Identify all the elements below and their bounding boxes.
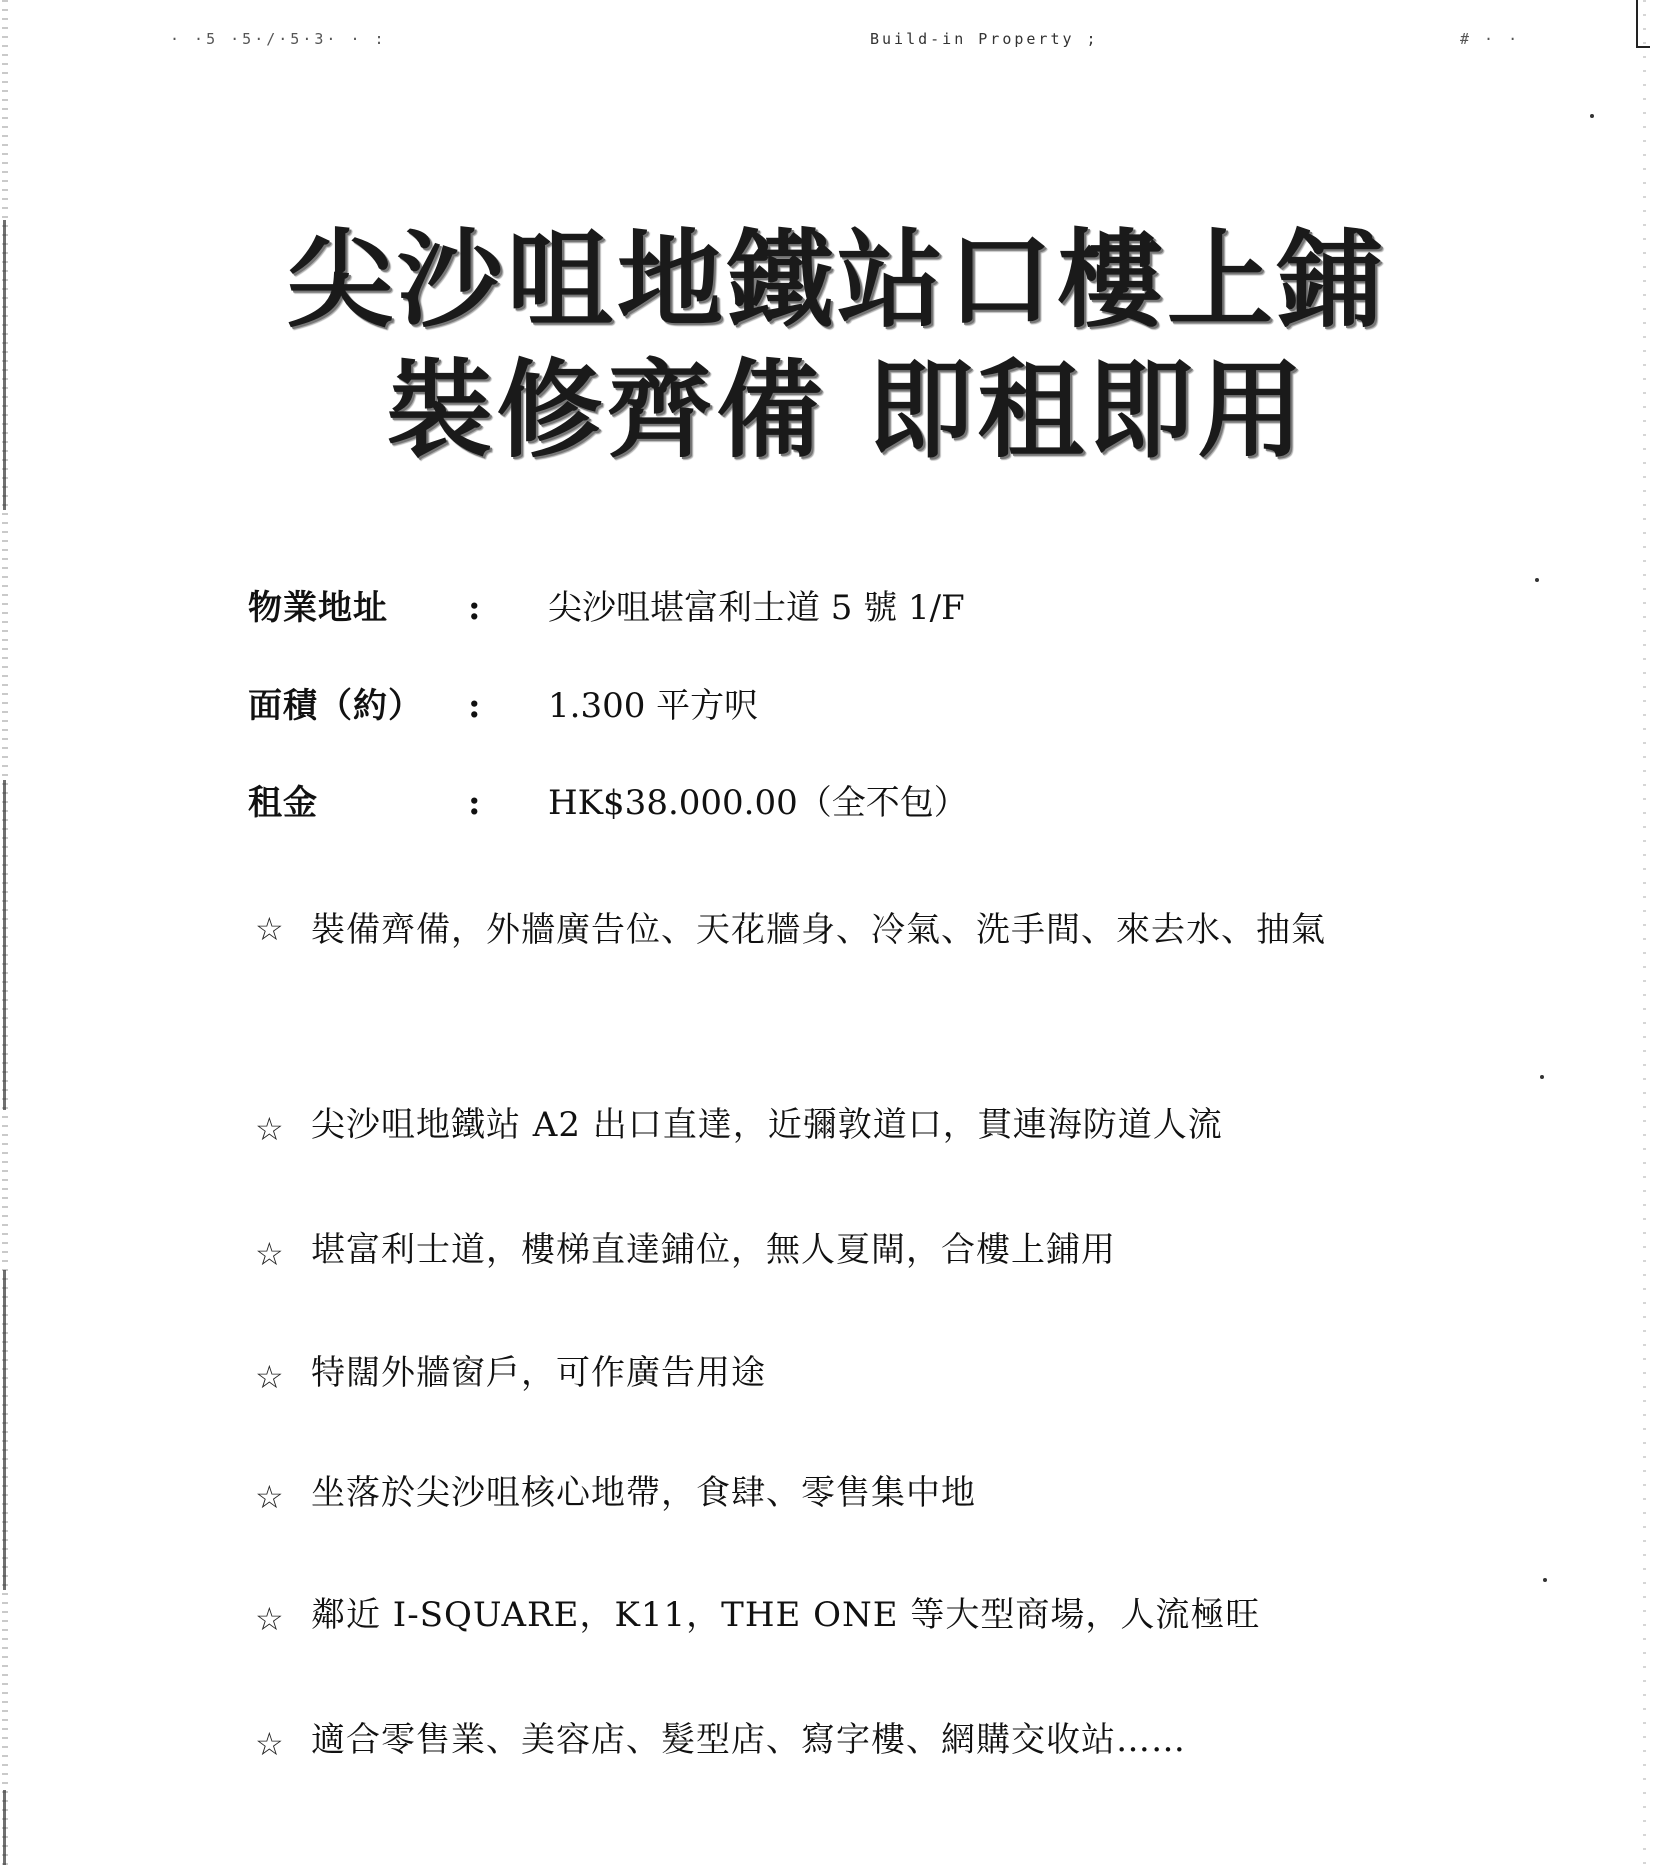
corner-crop-mark	[1636, 0, 1638, 48]
info-row-area	[248, 678, 1448, 734]
star-bullet-icon: ☆	[255, 1600, 284, 1638]
address-label: 物業地址	[248, 588, 388, 628]
star-bullet-icon: ☆	[255, 1235, 284, 1273]
info-row-rent	[248, 775, 1448, 831]
fax-header-right: # · ·	[1460, 30, 1521, 48]
info-row-address	[248, 580, 1448, 636]
headline-line-1: 尖沙咀地鐵站口樓上鋪	[287, 217, 1387, 342]
area-colon: :	[468, 686, 481, 726]
address-value: 尖沙咀堪富利士道 5 號 1/F	[548, 588, 965, 628]
feature-text: 適合零售業、美容店、髮型店、寫字樓、網購交收站……	[311, 1720, 1186, 1760]
scan-speck	[1590, 114, 1594, 118]
feature-text: 特闊外牆窗戶，可作廣告用途	[311, 1353, 766, 1393]
feature-text: 裝備齊備，外牆廣告位、天花牆身、冷氣、洗手間、來去水、抽氣	[311, 910, 1326, 950]
star-bullet-icon: ☆	[255, 1110, 284, 1148]
star-bullet-icon: ☆	[255, 1478, 284, 1516]
feature-text: 坐落於尖沙咀核心地帶，食肆、零售集中地	[311, 1473, 976, 1513]
headline-line-2: 裝修齊備 即租即用	[386, 347, 1308, 472]
rent-value: HK$38.000.00（全不包）	[548, 783, 968, 823]
scan-edge-mark	[3, 1790, 6, 1865]
feature-text: 尖沙咀地鐵站 A2 出口直達，近彌敦道口，貫連海防道人流	[311, 1105, 1223, 1145]
scan-speck	[1543, 1578, 1547, 1582]
star-bullet-icon: ☆	[255, 1358, 284, 1396]
rent-label: 租金	[248, 783, 318, 823]
scan-edge-mark	[3, 780, 6, 1110]
feature-text: 堪富利士道，樓梯直達鋪位，無人夏閘，合樓上鋪用	[311, 1230, 1116, 1270]
star-bullet-icon: ☆	[255, 910, 284, 948]
star-bullet-icon: ☆	[255, 1725, 284, 1763]
address-colon: :	[468, 588, 481, 628]
fax-header-title: Build-in Property ;	[870, 30, 1099, 48]
scan-edge-mark	[3, 1270, 6, 1590]
feature-text: 鄰近 I-SQUARE，K11，THE ONE 等大型商場，人流極旺	[311, 1595, 1261, 1635]
fax-header	[170, 30, 1570, 54]
area-value: 1.300 平方呎	[548, 686, 759, 726]
fax-header-left: · ·5 ·5·/·5·3· · :	[170, 30, 387, 48]
rent-colon: :	[468, 783, 481, 823]
scan-speck	[1535, 578, 1539, 582]
area-label: 面積（約）	[248, 686, 423, 726]
scan-speck	[1540, 1075, 1544, 1079]
